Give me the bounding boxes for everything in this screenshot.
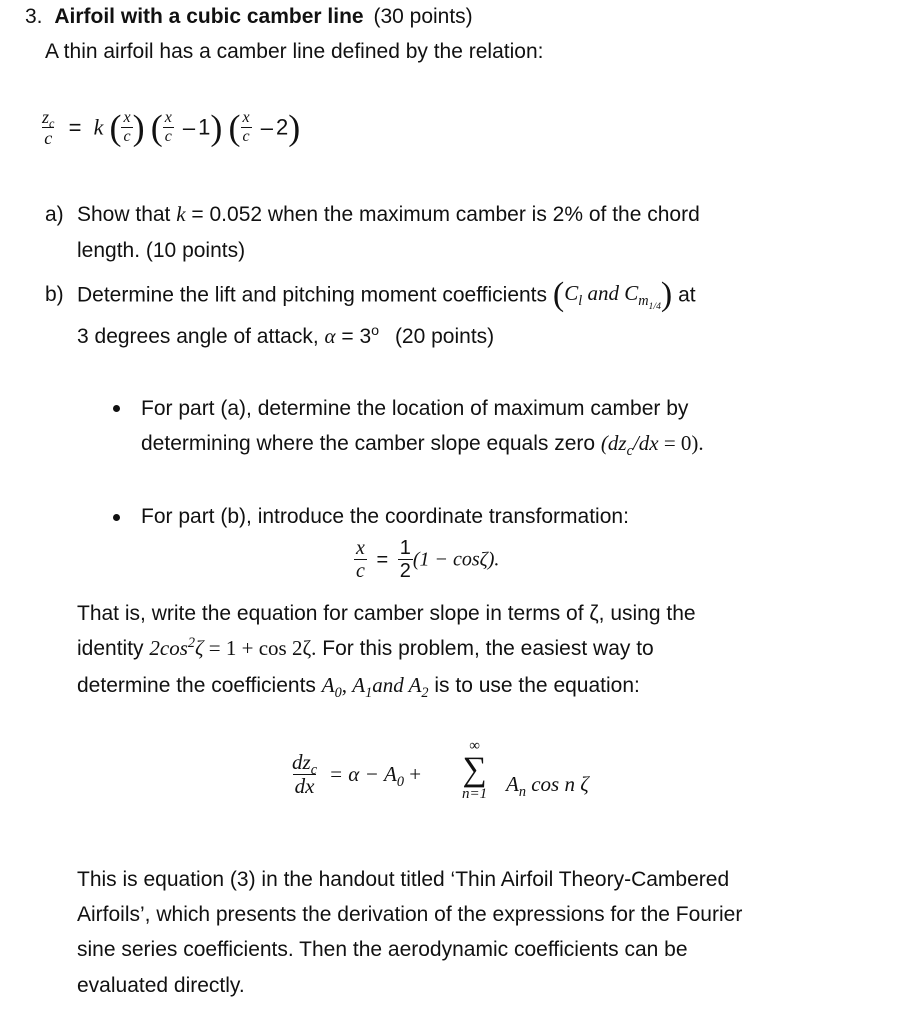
bullet2-line1: For part (b), introduce the coordinate transformation: <box>141 505 629 528</box>
problem-header <box>25 6 473 27</box>
part-b-label: b) <box>45 283 64 306</box>
problem-title: Airfoil with a cubic camber line <box>54 5 364 28</box>
para1-line1: That is, write the equation for camber slope in terms of ζ, using the <box>77 602 696 625</box>
camber-equation: $\frac{z_c}{c}$ = k ( $\frac{x}{c}$ ) ( $\frac{x}{c}$ – 1) ( $\frac{x}{c}$ – 2) <box>42 107 301 148</box>
summation-symbol: ∞ ∑ n=1 <box>462 738 488 802</box>
para2-line4: evaluated directly. <box>77 974 245 997</box>
bullet1-line1: For part (a), determine the location of maximum camber by <box>141 397 689 420</box>
coordinate-transform-equation: $\frac{x}{c}$ = $\frac{1}{2}$ (1 − cosζ). <box>356 537 500 582</box>
problem-number: 3. <box>25 5 43 28</box>
part-b-line2: 3 degrees angle of attack, $\alpha = 3^o$ (20 points) <box>77 323 495 348</box>
para2-line2: Airfoils’, which presents the derivation of the expressions for the Fourier <box>77 903 743 926</box>
para2-line1: This is equation (3) in the handout titled ‘Thin Airfoil Theory-Cambered <box>77 868 730 891</box>
dzc-dx-fraction: $\frac{dz_c}{dx}$ <box>292 750 318 798</box>
para1-line2: identity $2\cos^2\zeta = 1 + \cos 2\zeta$. For this problem, the easiest way to <box>77 635 654 660</box>
part-a-line2: length. (10 points) <box>77 239 246 262</box>
cl-symbol: $C_l$ and $C_{m_{1/4}}$ <box>564 280 661 313</box>
bullet-dot-2 <box>113 514 120 521</box>
bullet1-line2: determining where the camber slope equals zero $(dz_c/dx = 0)$. <box>141 431 704 460</box>
eq1-k: k <box>93 114 104 140</box>
problem-intro: A thin airfoil has a camber line defined by the relation: <box>45 40 544 63</box>
part-a-line1: Show that k = 0.052 when the maximum camber is 2% of the chord <box>77 202 700 226</box>
eq1-equals: = <box>68 114 82 140</box>
bullet-dot-1 <box>113 405 120 412</box>
problem-points: (30 points) <box>373 5 473 28</box>
summation-term: $A_n$ cos n ζ <box>506 772 589 801</box>
lhs-fraction: $\frac{z_c}{c}$ <box>42 107 55 148</box>
camber-slope-equation: $\frac{dz_c}{dx}$ = $\alpha - A_0$ + <box>292 750 422 798</box>
part-a-label: a) <box>45 203 64 226</box>
para2-line3: sine series coefficients. Then the aerodynamic coefficients can be <box>77 938 688 961</box>
para1-line3: determine the coefficients $A_0$, $A_1and$ $A_2$ is to use the equation: <box>77 673 640 702</box>
part-b-line1: Determine the lift and pitching moment coefficients ($C_l$ and $C_{m_{1/4}}$) at <box>77 276 696 313</box>
